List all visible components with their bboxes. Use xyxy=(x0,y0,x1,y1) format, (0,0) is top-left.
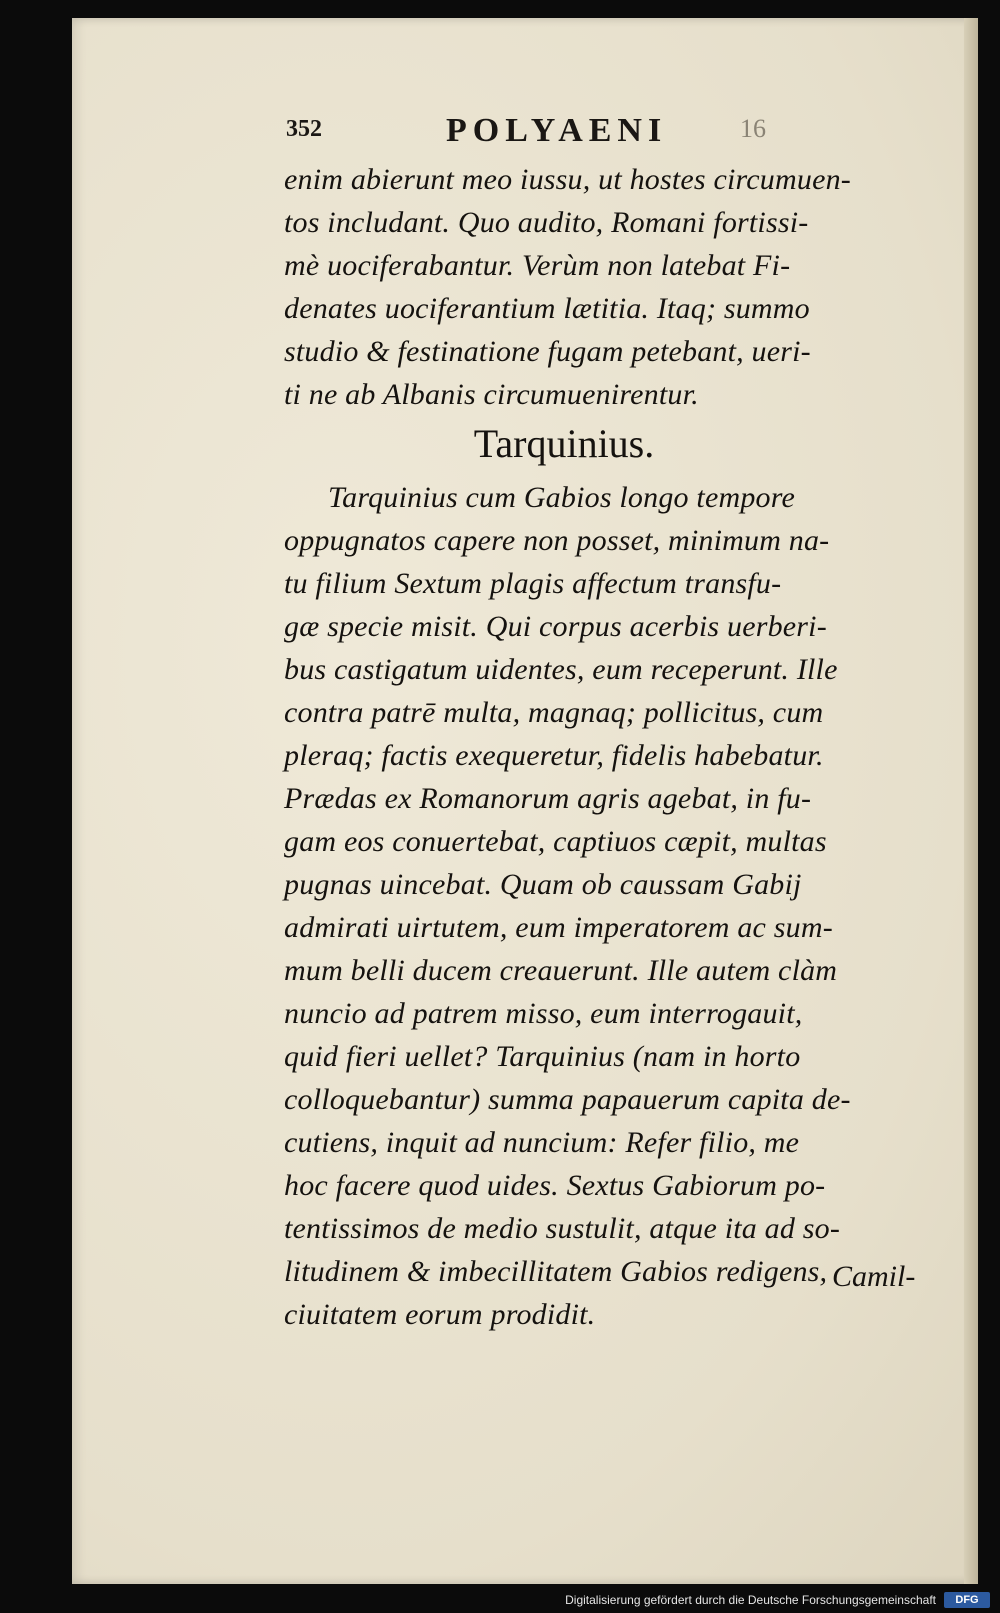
text-block xyxy=(284,158,964,1336)
section-heading: Tarquinius. xyxy=(473,421,655,466)
text-line: mum belli ducem creauerunt. Ille autem clàm xyxy=(284,954,838,987)
text-line: ti ne ab Albanis circumuenirentur. xyxy=(284,378,699,411)
text-line: tentissimos de medio sustulit, atque ita ad so- xyxy=(284,1212,841,1245)
show-through-number: 16 xyxy=(740,114,766,143)
text-line: Tarquinius cum Gabios longo tempore xyxy=(328,481,796,514)
text-line: Prædas ex Romanorum agris agebat, in fu- xyxy=(284,782,812,815)
text-line: pleraq; factis exequeretur, fidelis habebatur. xyxy=(284,739,824,772)
text-line: colloquebantur) summa papauerum capita de- xyxy=(284,1083,851,1116)
text-line: gæ specie misit. Qui corpus acerbis uerberi- xyxy=(284,610,827,643)
text-line: admirati uirtutem, eum imperatorem ac sum- xyxy=(284,911,833,944)
text-line: bus castigatum uidentes, eum receperunt. Ille xyxy=(284,653,838,686)
footer-credit: Digitalisierung gefördert durch die Deutsche Forschungsgemeinschaft xyxy=(565,1593,936,1607)
dfg-logo-icon: DFG xyxy=(944,1592,990,1608)
text-line: ciuitatem eorum prodidit. xyxy=(284,1298,596,1331)
text-line: quid fieri uellet? Tarquinius (nam in horto xyxy=(284,1040,801,1073)
text-line: contra patrē multa, magnaq; pollicitus, cum xyxy=(284,696,824,729)
text-line: denates uociferantium lætitia. Itaq; summo xyxy=(284,292,810,325)
page-number: 352 xyxy=(286,116,322,142)
text-line: nuncio ad patrem misso, eum interrogauit, xyxy=(284,997,803,1030)
text-line: studio & festinatione fugam petebant, ueri- xyxy=(284,335,811,368)
running-head-title: POLYAENI xyxy=(446,112,668,149)
text-line: cutiens, inquit ad nuncium: Refer filio, me xyxy=(284,1126,800,1159)
page-edge xyxy=(964,18,978,1584)
text-line: tos includant. Quo audito, Romani fortissi- xyxy=(284,206,809,239)
text-line: gam eos conuertebat, captiuos cæpit, multas xyxy=(284,825,827,858)
text-line: hoc facere quod uides. Sextus Gabiorum po- xyxy=(284,1169,826,1202)
text-line: enim abierunt meo iussu, ut hostes circumuen- xyxy=(284,163,851,196)
catchword: Camil- xyxy=(832,1260,916,1293)
text-line: mè uociferabantur. Verùm non latebat Fi- xyxy=(284,249,791,282)
text-line: tu filium Sextum plagis affectum transfu- xyxy=(284,567,782,600)
footer-bar xyxy=(0,1585,1000,1613)
running-head xyxy=(286,112,846,162)
text-line: litudinem & imbecillitatem Gabios redigens, xyxy=(284,1255,828,1288)
text-line: pugnas uincebat. Quam ob caussam Gabij xyxy=(284,868,802,901)
text-line: oppugnatos capere non posset, minimum na- xyxy=(284,524,830,557)
